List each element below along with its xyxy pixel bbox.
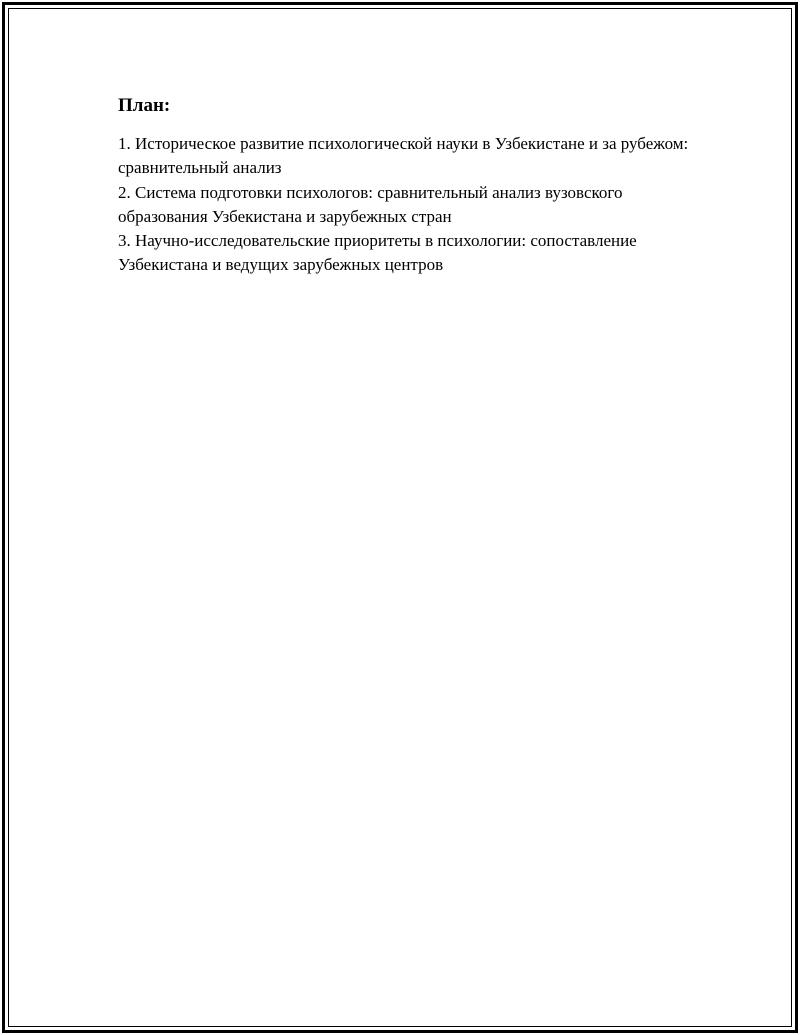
plan-item-1: 1. Историческое развитие психологической науки в Узбекистане и за рубежом: сравнительный анализ: [118, 134, 689, 178]
plan-item-3: 3. Научно-исследовательские приоритеты в психологии: сопоставление Узбекистана и ведущих зарубежных центров: [118, 231, 637, 275]
plan-heading: План:: [118, 95, 171, 116]
plan-item-2: 2. Система подготовки психологов: сравнительный анализ вузовского образования Узбекистана и зарубежных стран: [118, 182, 623, 226]
document-content: [118, 93, 698, 278]
plan-list: [118, 132, 698, 278]
